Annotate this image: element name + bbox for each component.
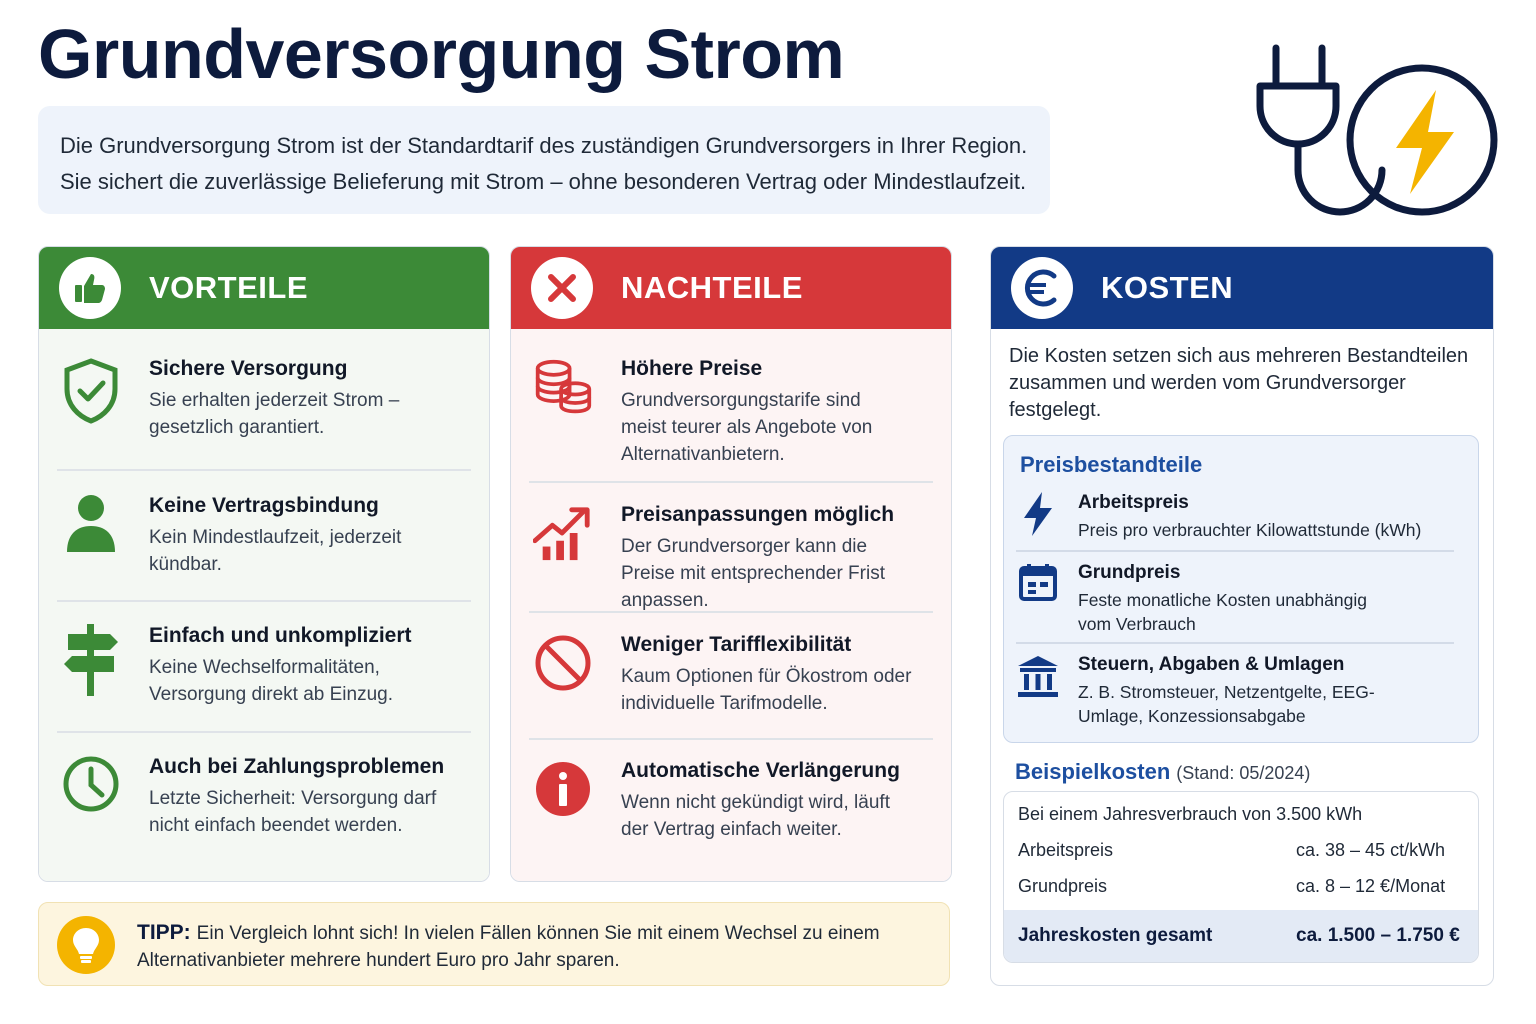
intro-line-2: Sie sichert die zuverlässige Belieferung mit Strom – ohne besonderen Vertrag oder Mindestlaufzeit. (60, 169, 1027, 194)
signpost-icon (61, 624, 121, 694)
pros-item-title: Einfach und unkompliziert (149, 624, 412, 647)
lightbulb-icon (57, 916, 115, 974)
example-costs-title (1015, 759, 1310, 785)
page-title: Grundversorgung Strom (38, 15, 845, 93)
pros-title: VORTEILE (149, 270, 309, 305)
info-icon (533, 759, 593, 829)
intro-line-1: Die Grundversorgung Strom ist der Standardtarif des zuständigen Grundversorgers in Ihrer Region. (60, 133, 1028, 158)
cons-body (511, 329, 951, 882)
price-component-desc: Preis pro verbrauchter Kilowattstunde (kWh) (1078, 520, 1422, 540)
divider (57, 600, 471, 602)
cons-item-title: Weniger Tarifflexibilität (621, 633, 852, 656)
pros-item-title: Keine Vertragsbindung (149, 494, 379, 517)
example-intro: Bei einem Jahresverbrauch von 3.500 kWh (1018, 804, 1363, 824)
pros-item-desc: Kein Mindestlaufzeit, jederzeit kündbar. (149, 527, 402, 575)
price-component-title: Arbeitspreis (1078, 492, 1189, 513)
bank-icon (1016, 654, 1060, 700)
row-value: ca. 38 – 45 ct/kWh (1296, 840, 1446, 860)
pros-item-desc: Keine Wechselformalitäten, Versorgung direkt ab Einzug. (149, 657, 393, 705)
cons-header (511, 247, 951, 329)
divider (529, 481, 933, 483)
tip-label: TIPP: (137, 921, 191, 944)
costs-title: KOSTEN (1101, 270, 1234, 305)
pros-header (39, 247, 489, 329)
price-component-title: Grundpreis (1078, 562, 1181, 583)
divider (529, 738, 933, 740)
example-costs-table (1003, 791, 1479, 963)
costs-card (990, 246, 1494, 986)
price-component-desc: Z. B. Stromsteuer, Netzentgelte, EEG-Umlage, Konzessionsabgabe (1078, 682, 1375, 726)
shield-check-icon (61, 357, 121, 427)
trend-up-icon (533, 503, 593, 573)
cons-item-desc: Der Grundversorger kann die Preise mit entsprechender Frist anpassen. (621, 536, 885, 611)
costs-intro: Die Kosten setzen sich aus mehreren Bestandteilen zusammen und werden vom Grundversorger festgelegt. (1009, 345, 1469, 421)
x-circle-icon (531, 257, 593, 319)
table-row (1004, 796, 1478, 832)
row-label: Grundpreis (1018, 876, 1108, 896)
intro-box (38, 106, 1050, 214)
row-value: ca. 8 – 12 €/Monat (1296, 876, 1446, 896)
cons-item-desc: Grundversorgungstarife sind meist teurer als Angebote von Alternativanbietern. (621, 390, 873, 465)
euro-icon (1011, 257, 1073, 319)
total-label: Jahreskosten gesamt (1018, 925, 1213, 946)
divider (57, 731, 471, 733)
calendar-icon (1016, 562, 1060, 608)
thumbs-up-icon (59, 257, 121, 319)
pros-item-desc: Sie erhalten jederzeit Strom – gesetzlich garantiert. (149, 390, 400, 438)
price-components-box (1003, 435, 1479, 743)
pros-item-title: Sichere Versorgung (149, 357, 348, 380)
table-row (1004, 868, 1478, 904)
costs-header (991, 247, 1493, 329)
divider (57, 469, 471, 471)
person-icon (61, 494, 121, 564)
divider (529, 611, 933, 613)
total-row (1004, 910, 1478, 963)
example-date: (Stand: 05/2024) (1176, 763, 1311, 783)
cons-card (510, 246, 952, 882)
cons-item-title: Automatische Verlängerung (621, 759, 900, 782)
plug-lightning-icon (1250, 40, 1510, 225)
tip-body: Ein Vergleich lohnt sich! In vielen Fällen können Sie mit einem Wechsel zu einem Alternativanbieter mehrere hundert Euro pro Jahr sparen. (137, 923, 880, 971)
tip-text (137, 919, 929, 974)
pros-body (39, 329, 489, 882)
pros-card (38, 246, 490, 882)
cons-item-desc: Wenn nicht gekündigt wird, läuft der Vertrag einfach weiter. (621, 792, 890, 840)
pros-item-desc: Letzte Sicherheit: Versorgung darf nicht einfach beendet werden. (149, 788, 437, 836)
row-label: Arbeitspreis (1018, 840, 1114, 860)
price-components-title: Preisbestandteile (1020, 452, 1203, 477)
tip-box (38, 902, 950, 986)
cons-title: NACHTEILE (621, 270, 803, 305)
total-value: ca. 1.500 – 1.750 € (1296, 925, 1460, 946)
pros-item-title: Auch bei Zahlungsproblemen (149, 755, 445, 778)
divider (1016, 550, 1454, 552)
cons-item-desc: Kaum Optionen für Ökostrom oder individuelle Tarifmodelle. (621, 666, 912, 714)
cons-item-title: Preisanpassungen möglich (621, 503, 895, 526)
coins-icon (533, 357, 593, 427)
table-row (1004, 832, 1478, 868)
price-component-desc: Feste monatliche Kosten unabhängig vom Verbrauch (1078, 590, 1367, 634)
prohibited-icon (533, 633, 593, 703)
divider (1016, 642, 1454, 644)
clock-icon (61, 755, 121, 825)
lightning-icon (1016, 492, 1060, 538)
example-title-text: Beispielkosten (1015, 759, 1171, 784)
price-component-title: Steuern, Abgaben & Umlagen (1078, 654, 1345, 675)
cons-item-title: Höhere Preise (621, 357, 763, 380)
